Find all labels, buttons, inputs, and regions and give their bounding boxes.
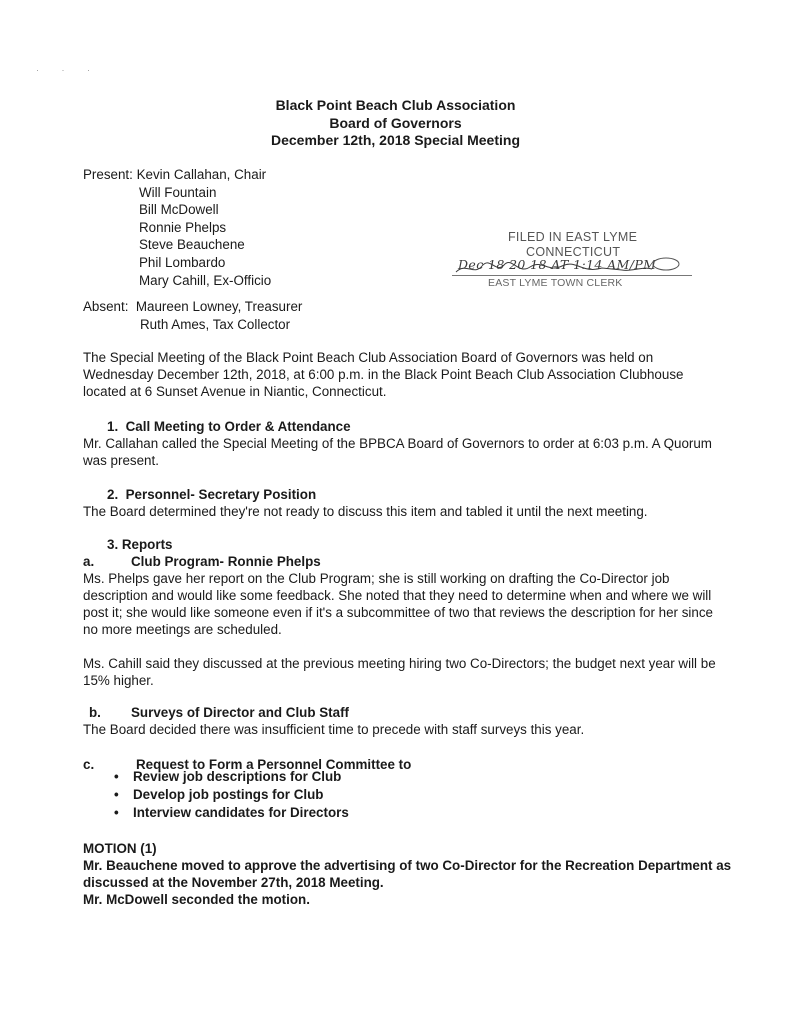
present-label: Present: [83, 167, 133, 182]
section-1-heading: 1. Call Meeting to Order & Attendance [107, 419, 351, 434]
item-b-title: Surveys of Director and Club Staff [131, 705, 350, 720]
motion-heading: MOTION (1) [83, 841, 157, 856]
title-line-1: Black Point Beach Club Association [275, 97, 516, 113]
present-list [83, 166, 271, 289]
present-member: Mary Cahill, Ex-Officio [139, 272, 272, 288]
list-item: • Develop job postings for Club [114, 786, 324, 802]
list-item-text: Interview candidates for Directors [133, 804, 349, 820]
filing-stamp [452, 228, 692, 296]
list-item-text: Develop job postings for Club [133, 786, 324, 802]
absent-list [83, 298, 302, 333]
motion-text: Mr. Beauchene moved to approve the advertising of two Co-Director for the Recreation Department as discussed at the November 27th, 2018 Meeting. [83, 858, 732, 890]
section-2-text: The Board determined they're not ready to discuss this item and tabled it until the next meeting. [83, 504, 648, 519]
item-c-title: Request to Form a Personnel Committee to [136, 757, 412, 772]
item-a-letter: a. [83, 554, 95, 569]
stamp-line-1: FILED IN EAST LYME [508, 230, 638, 244]
intro-paragraph: The Special Meeting of the Black Point Beach Club Association Board of Governors was held on Wednesday December 12th, 2018, at 6:00 p.m. in the Black Point Beach Club Association Clubhouse located at 6 Sunset Avenue in Niantic, Connecticut. [83, 350, 684, 399]
present-member: Ronnie Phelps [139, 219, 227, 235]
present-member: Phil Lombardo [139, 254, 226, 270]
document-title [0, 97, 791, 150]
title-line-2: Board of Governors [329, 114, 462, 131]
absent-label: Absent: [83, 299, 129, 314]
section-3-heading: 3. Reports [107, 537, 173, 552]
absent-member: Ruth Ames, Tax Collector [140, 316, 291, 332]
list-item: • Review job descriptions for Club [114, 769, 342, 784]
scan-specks: · · · [36, 65, 100, 75]
motion-second: Mr. McDowell seconded the motion. [83, 892, 310, 907]
item-a-title: Club Program- Ronnie Phelps [131, 554, 321, 569]
title-line-3: December 12th, 2018 Special Meeting [271, 132, 520, 148]
present-member: Steve Beauchene [139, 237, 245, 253]
committee-task-list [114, 768, 349, 821]
absent-member: Maureen Lowney, Treasurer [135, 299, 303, 314]
item-a-text-2: Ms. Cahill said they discussed at the previous meeting hiring two Co-Directors; the budget next year will be 15% higher. [83, 656, 716, 688]
stamp-line-2: CONNECTICUT [526, 245, 621, 259]
stamp-handwritten-date: Dec 18 20 18 AT 1:14 AM/PM [458, 257, 657, 272]
section-2-heading: 2. Personnel- Secretary Position [107, 487, 317, 502]
item-a-text-1: Ms. Phelps gave her report on the Club Program; she is still working on drafting the Co-Director job description and would like some feedback. She noted that they need to determine when and where we will post it; she would like someone even if it's a subcommittee of two that reviews the description for her since no more meetings are scheduled. [83, 571, 713, 637]
section-1-text: Mr. Callahan called the Special Meeting of the BPBCA Board of Governors to order at 6:03 p.m. A Quorum was present. [83, 436, 712, 468]
present-member: Kevin Callahan, Chair [136, 167, 267, 182]
item-b-letter: b. [89, 705, 101, 720]
list-item-text: Review job descriptions for Club [133, 769, 342, 784]
list-item: • Interview candidates for Directors [114, 804, 349, 820]
present-member: Will Fountain [139, 184, 217, 200]
item-c-letter: c. [83, 757, 95, 772]
stamp-line-4: EAST LYME TOWN CLERK [488, 277, 623, 289]
present-member: Bill McDowell [139, 202, 219, 218]
item-b-text: The Board decided there was insufficient time to precede with staff surveys this year. [83, 722, 585, 737]
